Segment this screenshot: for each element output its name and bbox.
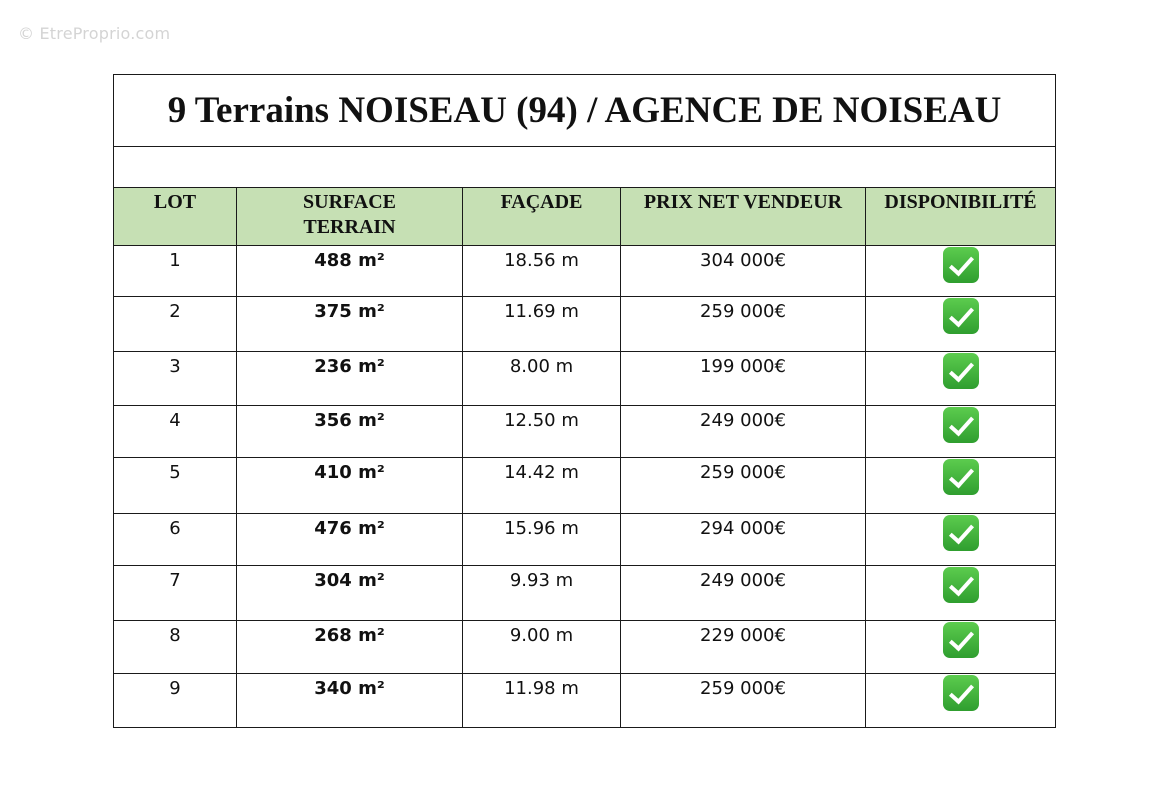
availability-cell <box>866 514 1056 566</box>
price-cell: 304 000€ <box>621 246 866 297</box>
price-cell: 259 000€ <box>621 297 866 352</box>
availability-cell <box>866 621 1056 674</box>
header-prix: PRIX NET VENDEUR <box>621 188 866 246</box>
price-cell: 249 000€ <box>621 566 866 621</box>
check-mark-icon <box>943 407 979 443</box>
surface-cell: 268 m² <box>237 621 463 674</box>
check-mark-icon <box>943 353 979 389</box>
price-cell: 249 000€ <box>621 406 866 458</box>
surface-cell: 304 m² <box>237 566 463 621</box>
header-surface-line1: SURFACE <box>303 191 396 213</box>
price-cell: 259 000€ <box>621 674 866 728</box>
facade-cell: 9.00 m <box>463 621 621 674</box>
table-row <box>114 352 1056 406</box>
surface-cell: 410 m² <box>237 458 463 514</box>
surface-cell: 356 m² <box>237 406 463 458</box>
availability-cell <box>866 406 1056 458</box>
facade-cell: 14.42 m <box>463 458 621 514</box>
document-title: 9 Terrains NOISEAU (94) / AGENCE DE NOISEAU <box>114 75 1056 147</box>
facade-cell: 8.00 m <box>463 352 621 406</box>
check-mark-icon <box>943 459 979 495</box>
table-row <box>114 406 1056 458</box>
header-surface-line2: TERRAIN <box>303 216 396 238</box>
facade-cell: 15.96 m <box>463 514 621 566</box>
lot-cell: 8 <box>114 621 237 674</box>
price-cell: 294 000€ <box>621 514 866 566</box>
facade-cell: 12.50 m <box>463 406 621 458</box>
lot-cell: 4 <box>114 406 237 458</box>
title-row <box>114 75 1056 147</box>
availability-cell <box>866 352 1056 406</box>
table-row <box>114 621 1056 674</box>
header-surface <box>237 188 463 246</box>
table-row <box>114 514 1056 566</box>
facade-cell: 11.69 m <box>463 297 621 352</box>
header-facade: FAÇADE <box>463 188 621 246</box>
price-cell: 259 000€ <box>621 458 866 514</box>
check-mark-icon <box>943 298 979 334</box>
blank-cell <box>114 147 1056 188</box>
blank-row <box>114 147 1056 188</box>
header-row <box>114 188 1056 246</box>
availability-cell <box>866 246 1056 297</box>
price-cell: 199 000€ <box>621 352 866 406</box>
lot-cell: 3 <box>114 352 237 406</box>
facade-cell: 11.98 m <box>463 674 621 728</box>
lot-cell: 6 <box>114 514 237 566</box>
facade-cell: 9.93 m <box>463 566 621 621</box>
surface-cell: 375 m² <box>237 297 463 352</box>
check-mark-icon <box>943 622 979 658</box>
lot-cell: 9 <box>114 674 237 728</box>
header-lot: LOT <box>114 188 237 246</box>
lot-cell: 5 <box>114 458 237 514</box>
surface-cell: 236 m² <box>237 352 463 406</box>
table-body <box>114 246 1056 728</box>
check-mark-icon <box>943 247 979 283</box>
availability-cell <box>866 566 1056 621</box>
table-row <box>114 246 1056 297</box>
lot-cell: 2 <box>114 297 237 352</box>
lot-cell: 7 <box>114 566 237 621</box>
facade-cell: 18.56 m <box>463 246 621 297</box>
lot-cell: 1 <box>114 246 237 297</box>
check-mark-icon <box>943 567 979 603</box>
surface-cell: 476 m² <box>237 514 463 566</box>
table-row <box>114 458 1056 514</box>
availability-cell <box>866 297 1056 352</box>
lots-table <box>113 74 1056 728</box>
header-disponibilite: DISPONIBILITÉ <box>866 188 1056 246</box>
table-row <box>114 674 1056 728</box>
availability-cell <box>866 674 1056 728</box>
table-row <box>114 297 1056 352</box>
table-row <box>114 566 1056 621</box>
check-mark-icon <box>943 675 979 711</box>
price-cell: 229 000€ <box>621 621 866 674</box>
watermark: © EtreProprio.com <box>18 24 171 43</box>
check-mark-icon <box>943 515 979 551</box>
availability-cell <box>866 458 1056 514</box>
surface-cell: 488 m² <box>237 246 463 297</box>
surface-cell: 340 m² <box>237 674 463 728</box>
